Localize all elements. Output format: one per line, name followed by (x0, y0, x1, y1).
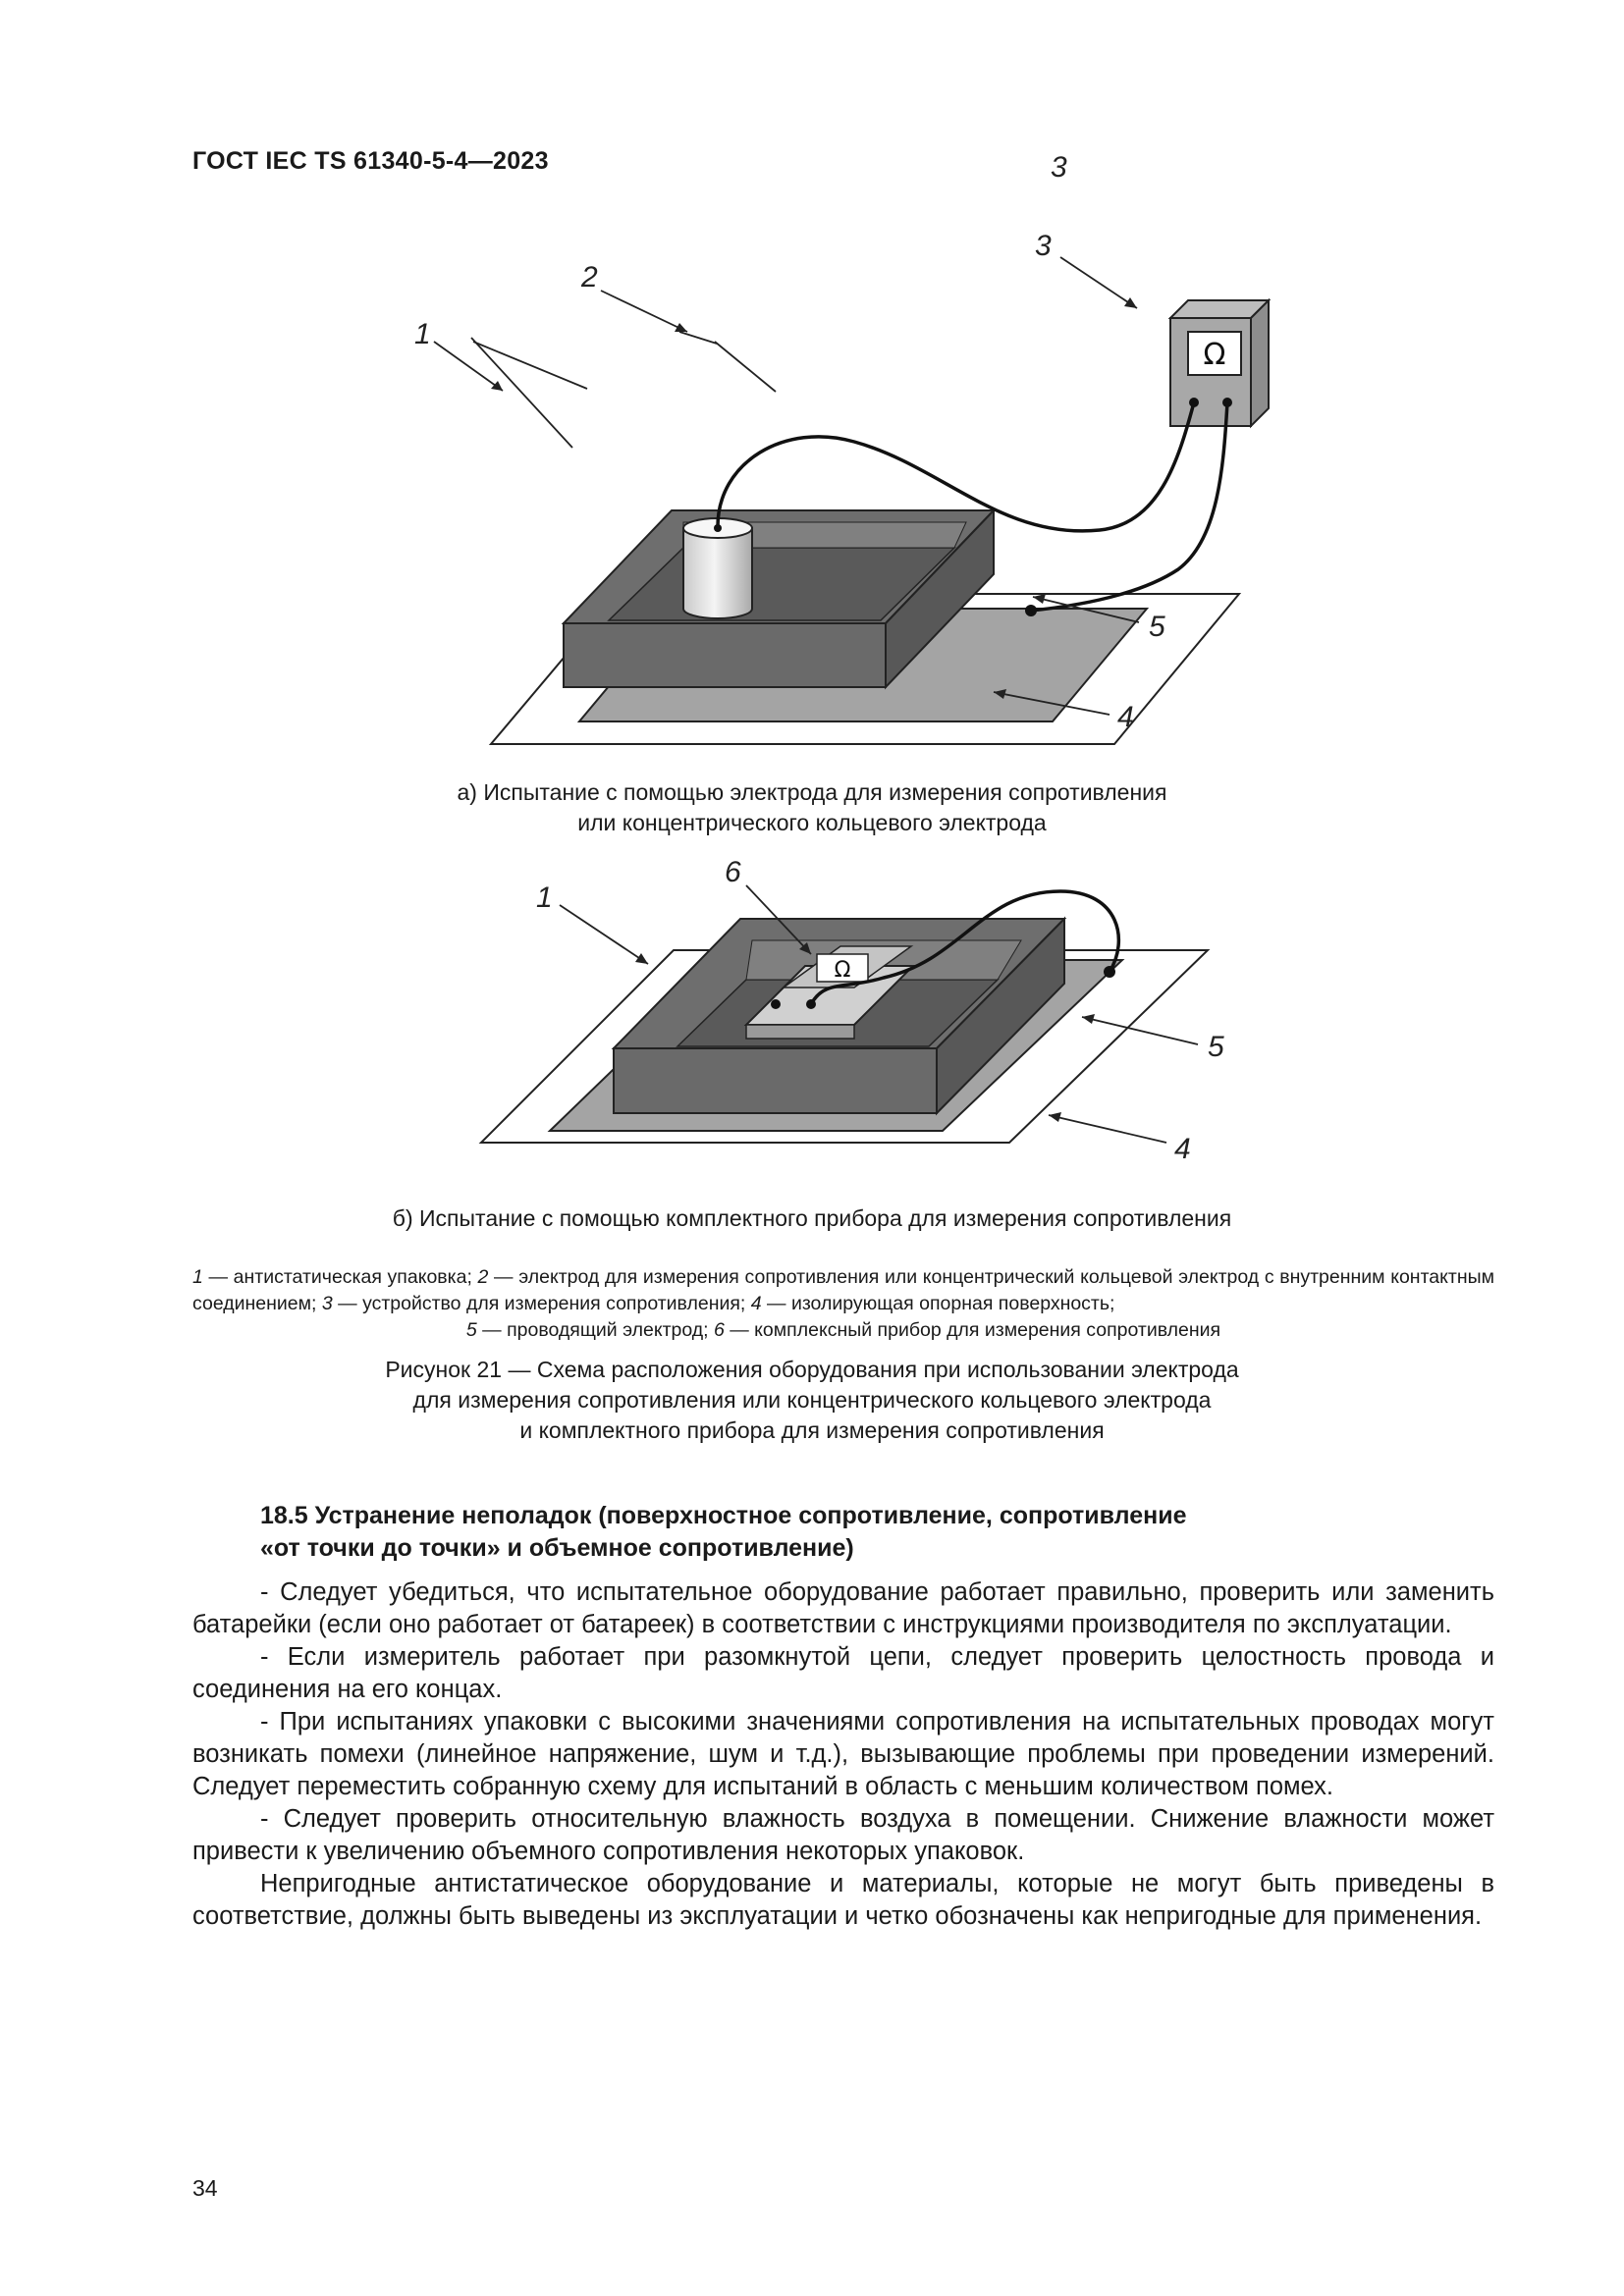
integrated-meter-front (746, 1025, 854, 1039)
legend-text-4: — изолирующая опорная поверхность; (761, 1293, 1115, 1314)
paragraph-2: - Если измеритель работает при разомкнутой цепи, следует проверить целостность провода и соединения на его концах. (192, 1643, 1494, 1703)
figure-b-label-4: 4 (1174, 1133, 1191, 1165)
figure-a-label-1: 1 (414, 318, 431, 350)
figure-a-label-3-text: 3 (1035, 230, 1052, 262)
figure-a-caption (0, 777, 1624, 838)
legend-text-2: — электрод для измерения сопротивления или концентрический кольцевой электрод с внутренним контактным соединением; (192, 1266, 1495, 1314)
figure-title (0, 1355, 1624, 1446)
section-heading (260, 1500, 1438, 1565)
document-header: ГОСТ IEC TS 61340-5-4—2023 (192, 147, 549, 175)
paragraph-4: - Следует проверить относительную влажность воздуха в помещении. Снижение влажности может привести к увеличению объемного сопротивления некоторых упаковок. (192, 1805, 1494, 1865)
legend-text-1: — антистатическая упаковка; (202, 1266, 478, 1288)
package-front (614, 1048, 937, 1113)
section-heading-line2: «от точки до точки» и объемное сопротивление) (260, 1534, 854, 1562)
figure-a-caption-line2: или концентрического кольцевого электрода (577, 810, 1047, 835)
figure-b-diagram (452, 852, 1296, 1166)
figure-a-label-2: 2 (581, 261, 598, 294)
figure-a-label-5: 5 (1149, 611, 1165, 643)
page-number: 34 (192, 2175, 218, 2201)
legend-text-5: — проводящий электрод; (476, 1319, 714, 1341)
legend-num-4: 4 (750, 1293, 762, 1314)
legend-num-6: 6 (713, 1319, 725, 1341)
paragraph-3: - При испытаниях упаковки с высокими значениями сопротивления на испытательных проводах могут возникать помехи (линейное напряжение, шум и т.д.), вызывающие проблемы при проведении измерений. Следует переместить собранную схему для испытаний в область с меньшим количеством помех. (192, 1708, 1494, 1800)
figure-a-label-3: 3 (1051, 151, 1067, 184)
figure-a-caption-line1: а) Испытание с помощью электрода для измерения сопротивления (457, 779, 1167, 805)
wire-to-electrode (1031, 402, 1227, 611)
figure-title-line3: и комплектного прибора для измерения сопротивления (519, 1417, 1105, 1443)
package-front (564, 623, 886, 687)
legend-num-1: 1 (192, 1266, 203, 1288)
legend-num-3: 3 (321, 1293, 333, 1314)
figure-a-label-3-callout (1021, 224, 1198, 342)
figure-b-label-6: 6 (725, 856, 741, 888)
integrated-meter-ohm: Ω (834, 958, 851, 983)
legend-num-2: 2 (477, 1266, 489, 1288)
figure-a-label-4: 4 (1117, 701, 1134, 733)
figure-b-caption: б) Испытание с помощью комплектного прибора для измерения сопротивления (392, 1205, 1232, 1231)
legend-text-3: — устройство для измерения сопротивления; (332, 1293, 751, 1314)
meter-side (1251, 300, 1269, 426)
meter-ohm-symbol: Ω (1203, 338, 1226, 372)
paragraph-5: Непригодные антистатическое оборудование и материалы, которые не могут быть приведены в соответствие, должны быть выведены из эксплуатации и четко обозначены как непригодные для применения. (192, 1870, 1494, 1930)
figure-legend (192, 1264, 1494, 1344)
section-heading-line1: 18.5 Устранение неполадок (поверхностное сопротивление, сопротивление (260, 1502, 1187, 1529)
legend-num-5: 5 (465, 1319, 477, 1341)
electrode-cylinder (683, 528, 752, 618)
figure-b-label-1: 1 (536, 881, 553, 914)
figure-title-line1: Рисунок 21 — Схема расположения оборудования при использовании электрода (385, 1357, 1239, 1382)
figure-title-line2: для измерения сопротивления или концентрического кольцевого электрода (412, 1387, 1212, 1413)
paragraph-1: - Следует убедиться, что испытательное оборудование работает правильно, проверить или заменить батарейки (если оно работает от батареек) в соответствии с инструкциями производителя по эксплуатации. (192, 1578, 1494, 1638)
legend-text-6: — комплексный прибор для измерения сопротивления (724, 1319, 1221, 1341)
figure-b-label-5: 5 (1208, 1031, 1224, 1063)
section-body (192, 1576, 1494, 1933)
legend-last-line (192, 1317, 1494, 1344)
